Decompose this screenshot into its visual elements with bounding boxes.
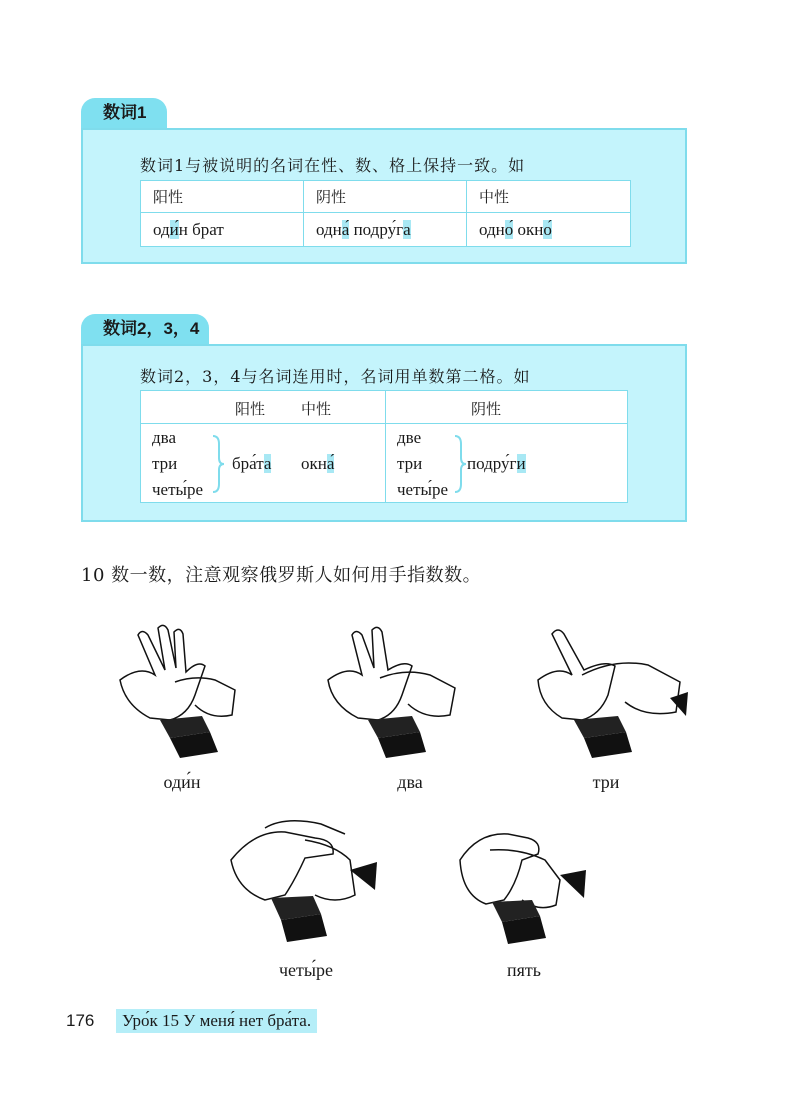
caption-three: три (592, 772, 620, 792)
number-four-fem: четы́ре (397, 480, 448, 499)
header-masculine: 阳性 (141, 181, 304, 213)
example-feminine: одна́ подру́га (304, 213, 467, 247)
header-feminine: 阴性 (471, 400, 502, 418)
number-four: четы́ре (152, 480, 203, 499)
left-numbers (152, 425, 203, 503)
header-neuter: 中性 (467, 181, 631, 213)
left-brace (210, 434, 226, 494)
number-two-fem: две (397, 428, 422, 447)
hand-three-illustration (530, 620, 690, 760)
number-two: два (152, 428, 176, 447)
left-noun-2: окна́ (301, 454, 335, 473)
section1-rule: 数词1与被说明的名词在性、数、格上保持一致。如 (140, 156, 526, 175)
right-noun: подру́ги (467, 454, 526, 473)
section1-table (140, 180, 631, 247)
number-three: три (152, 454, 178, 473)
exercise-instruction: 10 数一数，注意观察俄罗斯人如何用手指数数。 (81, 565, 482, 586)
section2-title: 数词2，3，4 (103, 319, 200, 338)
number-three-fem: три (397, 454, 423, 473)
example-masculine: оди́н брат (141, 213, 304, 247)
header-feminine: 阴性 (304, 181, 467, 213)
section2-title-tab (81, 314, 209, 344)
header-neuter: 中性 (301, 400, 332, 418)
section1-title: 数词1 (103, 103, 147, 122)
hand-two-illustration (320, 620, 460, 760)
section2-rule: 数词2，3，4与名词连用时，名词用单数第二格。如 (140, 367, 531, 386)
hand-five-illustration (450, 820, 590, 950)
hand-four-illustration (225, 810, 385, 950)
page-number: 176 (66, 1011, 95, 1030)
caption-five: пять (507, 960, 541, 980)
right-numbers (397, 425, 448, 503)
caption-two: два (397, 772, 423, 792)
left-noun-1: бра́та (232, 454, 272, 473)
caption-four: четы́ре (279, 960, 333, 980)
example-neuter: одно́ окно́ (467, 213, 631, 247)
lesson-title: Уро́к 15 У меня́ нет бра́та. (116, 1009, 317, 1033)
header-masculine: 阳性 (235, 400, 266, 418)
right-brace (452, 434, 468, 494)
section1-title-tab (81, 98, 167, 128)
caption-one: оди́н (163, 772, 201, 792)
hand-one-illustration (110, 620, 240, 760)
